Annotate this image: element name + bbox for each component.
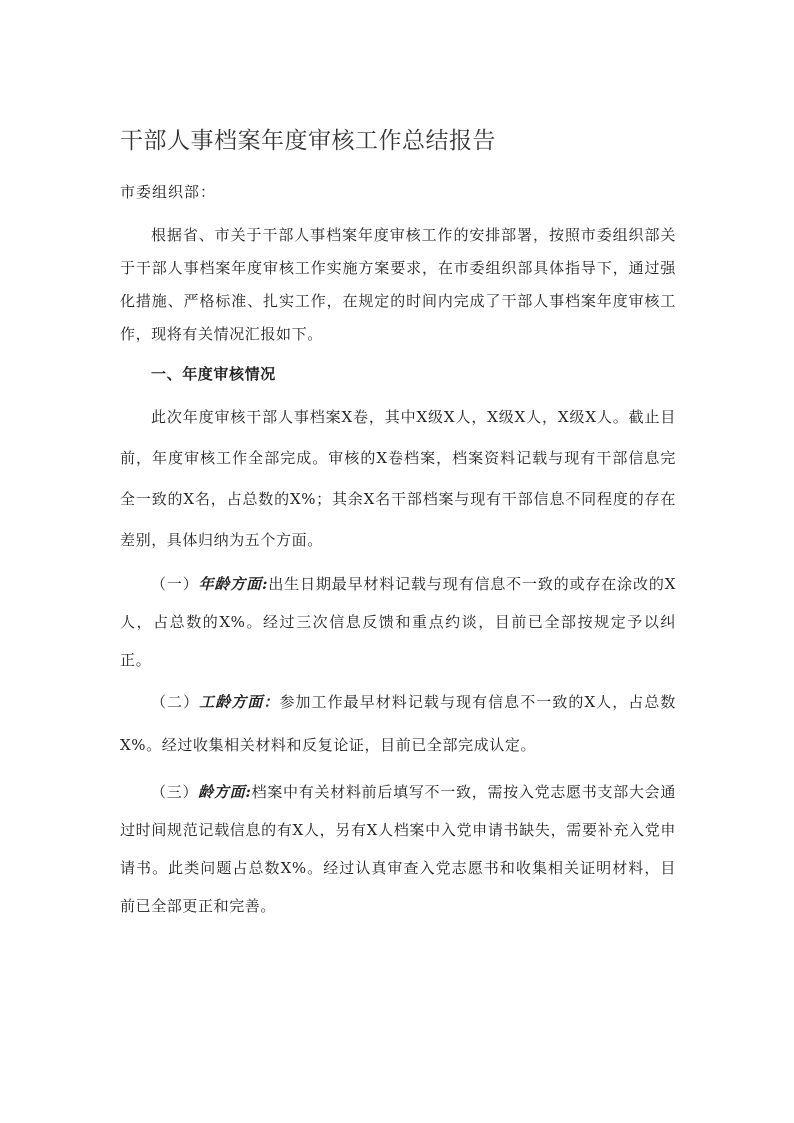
section-heading: 一、年度审核情况: [151, 365, 276, 383]
item-number: （一）: [151, 575, 199, 593]
age-item-paragraph: [120, 565, 676, 679]
item-text: 出生日期最早材料记载与现有信息不一致的或存在涂改的X人，占总数的X%。经过三次信息反馈和重点约谈，目前已全部按规定予以纠正。: [120, 575, 676, 669]
item-text: 参加工作最早材料记载与现有信息不一致的X人，占总数X%。经过收集相关材料和反复论证，目前已全部完成认定。: [120, 693, 676, 754]
item-label: 龄方面:: [198, 783, 252, 801]
salutation: 市委组织部：: [120, 183, 217, 201]
work-age-item-paragraph: [120, 681, 676, 767]
item-number: （二）: [151, 693, 200, 711]
item-number: （三）: [151, 783, 199, 801]
item-label: 工龄方面：: [199, 693, 280, 711]
item-text: 档案中有关材料前后填写不一致，需按入党志愿书支部大会通过时间规范记载信息的有X人，另有X人档案中入党申请书缺失，需要补充入党申请书。此类问题占总数X%。经过认真审查入党志愿书和收集相关证明材料，目前已全部更正和完善。: [120, 783, 676, 915]
section-body-paragraph: 此次年度审核干部人事档案X卷，其中X级X人，X级X人，X级X人。截止目前，年度审核工作全部完成。审核的X卷档案，档案资料记载与现有干部信息完全一致的X名，占总数的X%；其余X名干部档案与现有干部信息不同程度的存在差别，具体归纳为五个方面。: [120, 408, 676, 549]
intro-paragraph: 根据省、市关于干部人事档案年度审核工作的安排部署，按照市委组织部关于干部人事档案年度审核工作实施方案要求，在市委组织部具体指导下，通过强化措施、严格标准、扎实工作，在规定的时间内完成了干部人事档案年度审核工作，现将有关情况汇报如下。: [120, 226, 676, 343]
party-age-item-paragraph: [120, 773, 676, 925]
document-title: 干部人事档案年度审核工作总结报告: [120, 128, 496, 154]
item-label: 年龄方面:: [198, 575, 269, 593]
